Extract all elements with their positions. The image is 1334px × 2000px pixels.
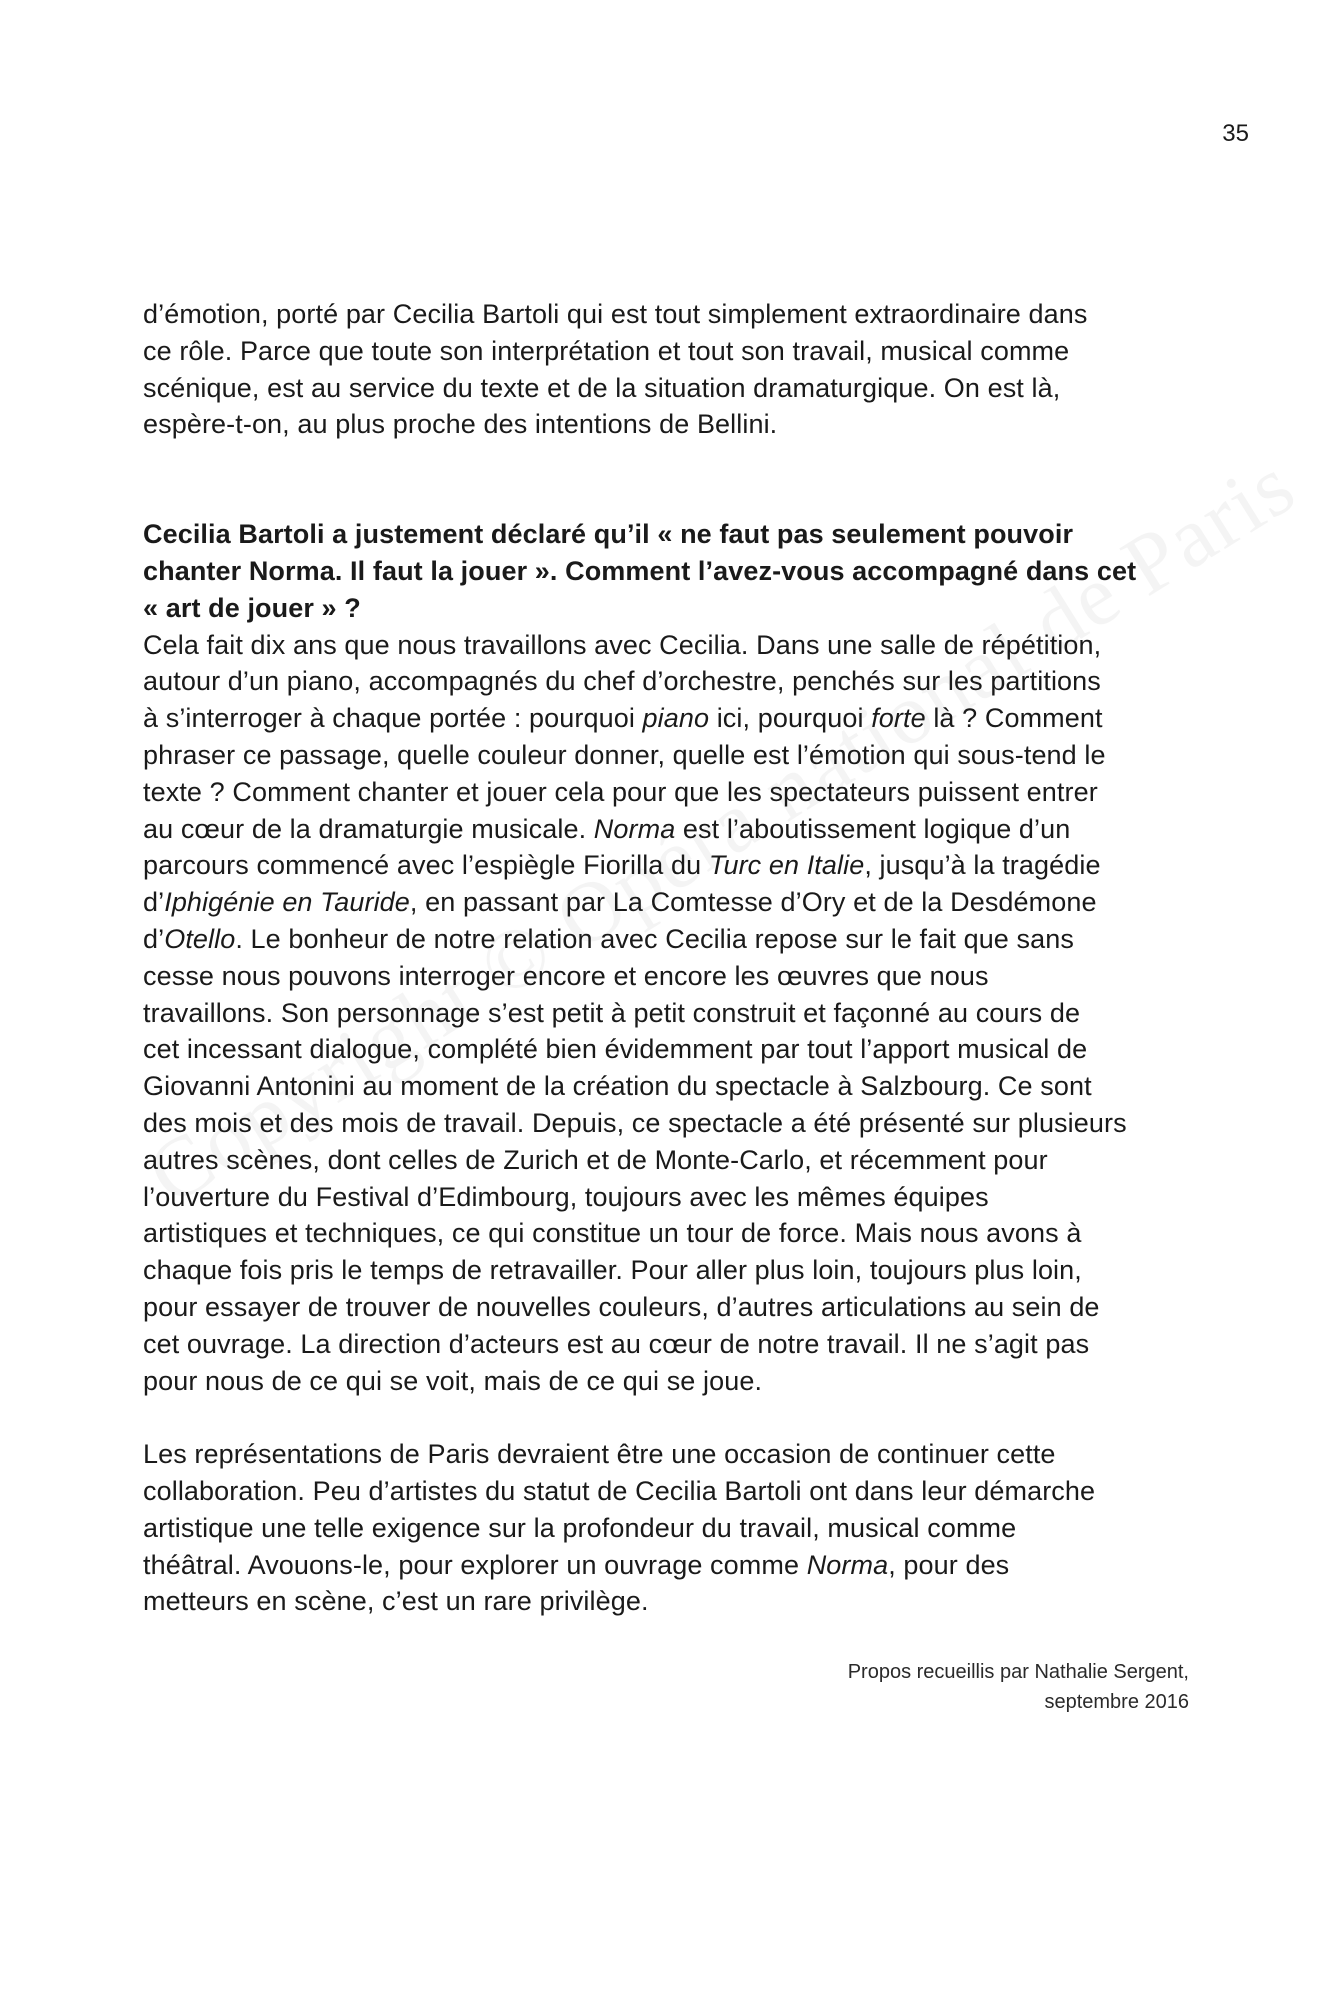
italic-title: Iphigénie en Tauride: [164, 887, 410, 918]
text-line: artistiques et techniques, ce qui constitue un tour de force. Mais nous avons à: [143, 1218, 1082, 1249]
text-line: metteurs en scène, c’est un rare privilège.: [143, 1586, 649, 1617]
text-line: Giovanni Antonini au moment de la création du spectacle à Salzbourg. Ce sont: [143, 1071, 1092, 1102]
text-line: texte ? Comment chanter et jouer cela pour que les spectateurs puissent entrer: [143, 776, 1098, 807]
italic-title: Turc en Italie: [708, 850, 865, 881]
question-line: chanter Norma. Il faut la jouer ». Comment l’avez-vous accompagné dans cet: [143, 555, 1137, 586]
text-line: scénique, est au service du texte et de la situation dramaturgique. On est là,: [143, 372, 1061, 403]
text-line: collaboration. Peu d’artistes du statut de Cecilia Bartoli ont dans leur démarche: [143, 1475, 1096, 1506]
text-line: théâtral. Avouons-le, pour explorer un ouvrage comme Norma, pour des: [143, 1549, 1010, 1580]
text-line: cet incessant dialogue, complété bien évidemment par tout l’apport musical de: [143, 1034, 1088, 1065]
interview-question: [143, 516, 1193, 626]
text-line: au cœur de la dramaturgie musicale. Norma est l’aboutissement logique d’un: [143, 813, 1071, 844]
question-line: « art de jouer » ?: [143, 592, 361, 623]
text-line: ce rôle. Parce que toute son interprétation et tout son travail, musical comme: [143, 335, 1070, 366]
text-line: pour essayer de trouver de nouvelles couleurs, d’autres articulations au sein de: [143, 1291, 1100, 1322]
interview-answer: [143, 627, 1193, 1400]
text-line: à s’interroger à chaque portée : pourquoi piano ici, pourquoi forte là ? Comment: [143, 703, 1103, 734]
text-line: autour d’un piano, accompagnés du chef d’orchestre, penchés sur les partitions: [143, 666, 1101, 697]
interview-credit: [848, 1657, 1189, 1717]
text-line: autres scènes, dont celles de Zurich et de Monte-Carlo, et récemment pour: [143, 1144, 1048, 1175]
text-line: des mois et des mois de travail. Depuis, ce spectacle a été présenté sur plusieurs: [143, 1107, 1127, 1138]
text-line: cet ouvrage. La direction d’acteurs est au cœur de notre travail. Il ne s’agit pas: [143, 1328, 1090, 1359]
text-line: travaillons. Son personnage s’est petit à petit construit et façonné au cours de: [143, 997, 1081, 1028]
credit-date: septembre 2016: [1044, 1691, 1189, 1713]
question-line: Cecilia Bartoli a justement déclaré qu’il « ne faut pas seulement pouvoir: [143, 519, 1074, 550]
text-line: pour nous de ce qui se voit, mais de ce qui se joue.: [143, 1365, 763, 1396]
text-line: cesse nous pouvons interroger encore et encore les œuvres que nous: [143, 960, 989, 991]
text-line: l’ouverture du Festival d’Edimbourg, toujours avec les mêmes équipes: [143, 1181, 989, 1212]
italic-title: Otello: [164, 923, 236, 954]
paragraph-intro: [143, 296, 1193, 443]
text-line: parcours commencé avec l’espiègle Fiorilla du Turc en Italie, jusqu’à la tragédie: [143, 850, 1101, 881]
italic-term: forte: [871, 703, 926, 734]
page-number: 35: [1222, 120, 1249, 147]
text-line: espère-t-on, au plus proche des intentions de Bellini.: [143, 409, 778, 440]
text-line: chaque fois pris le temps de retravailler. Pour aller plus loin, toujours plus loin,: [143, 1255, 1082, 1286]
text-line: d’émotion, porté par Cecilia Bartoli qui est tout simplement extraordinaire dans: [143, 299, 1088, 329]
italic-term: piano: [642, 703, 710, 734]
article-body: [143, 296, 1193, 1620]
italic-title: Norma: [806, 1549, 889, 1580]
italic-title: Norma: [593, 813, 676, 844]
paragraph-closing: [143, 1436, 1193, 1620]
text-line: d’Otello. Le bonheur de notre relation avec Cecilia repose sur le fait que sans: [143, 923, 1074, 954]
text-line: Les représentations de Paris devraient être une occasion de continuer cette: [143, 1439, 1056, 1470]
credit-author: Propos recueillis par Nathalie Sergent,: [847, 1661, 1189, 1683]
text-line: phraser ce passage, quelle couleur donner, quelle est l’émotion qui sous-tend le: [143, 739, 1106, 770]
text-line: artistique une telle exigence sur la profondeur du travail, musical comme: [143, 1512, 1017, 1543]
text-line: d’Iphigénie en Tauride, en passant par La Comtesse d’Ory et de la Desdémone: [143, 887, 1097, 918]
text-line: Cela fait dix ans que nous travaillons avec Cecilia. Dans une salle de répétition,: [143, 629, 1102, 660]
